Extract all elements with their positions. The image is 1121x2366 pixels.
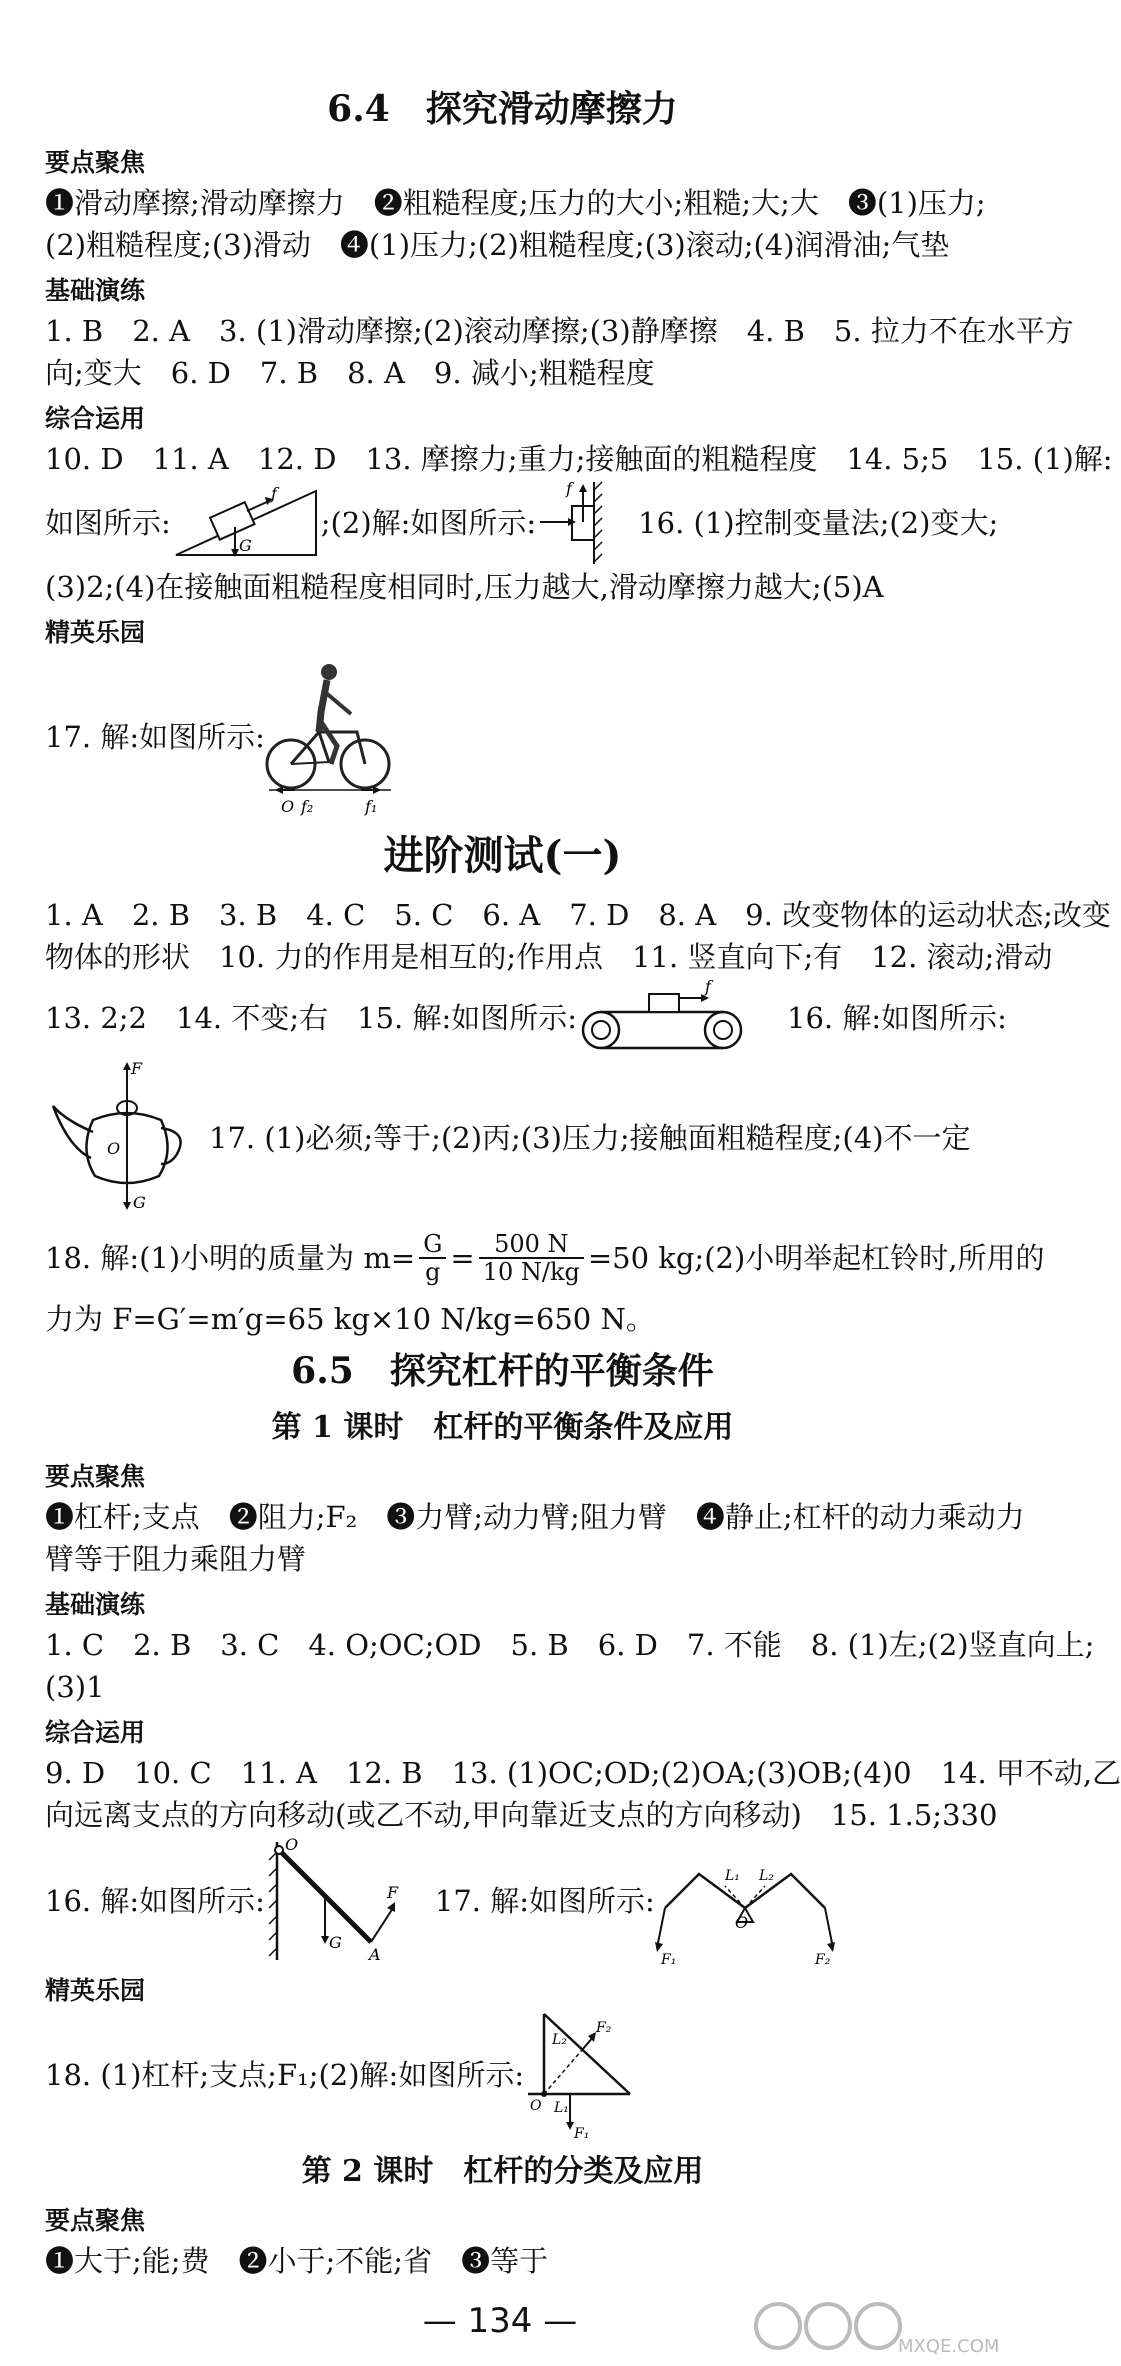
label-L2: L₂ xyxy=(552,2032,568,2048)
heading-key-points: 要点聚焦 xyxy=(45,1462,146,1491)
force-label-F1: F₁ xyxy=(574,2126,590,2142)
force-label-F: F xyxy=(131,1059,143,1078)
force-label-f: f xyxy=(566,479,573,498)
force-label-F: F xyxy=(386,1883,398,1902)
answer-line: 向;变大 6. D 7. B 8. A 9. 减小;粗糙程度 xyxy=(45,356,655,390)
answer-line-with-figures xyxy=(45,1836,960,1966)
heading-elite: 精英乐园 xyxy=(45,618,146,647)
answer-text: 18. 解:(1)小明的质量为 m= xyxy=(45,1241,416,1275)
conveyor-belt-figure xyxy=(577,978,747,1058)
answer-line-with-formula xyxy=(45,1218,1045,1298)
label-L2: L₂ xyxy=(758,1868,774,1884)
answer-line: 10. D 11. A 12. D 13. 摩擦力;重力;接触面的粗糙程度 14. 5;5 15. (1)解: xyxy=(45,442,1113,476)
answer-line-with-figures xyxy=(45,977,1007,1058)
teapot-figure xyxy=(45,1058,195,1218)
answer-text: 16. (1)控制变量法;(2)变大; xyxy=(638,506,999,540)
force-label-G: G xyxy=(328,1933,342,1952)
heading-elite: 精英乐园 xyxy=(45,1976,146,2005)
answer-line: (3)1 xyxy=(45,1670,105,1704)
answer-text: 17. 解:如图所示: xyxy=(434,1884,655,1918)
watermark-text: MXQE.COM xyxy=(898,2336,1000,2357)
answer-text: 16. 解:如图所示: xyxy=(45,1884,265,1918)
heading-comprehensive: 综合运用 xyxy=(45,404,146,433)
answer-line-with-figures xyxy=(45,479,999,566)
label-f1: f₁ xyxy=(364,797,378,816)
answer-page xyxy=(45,78,1121,2282)
answer-line: (3)2;(4)在接触面粗糙程度相同时,压力越大,滑动摩擦力越大;(5)A xyxy=(45,570,884,604)
answer-text: 17. 解:如图所示: xyxy=(45,720,265,754)
answer-line: 1. C 2. B 3. C 4. O;OC;OD 5. B 6. D 7. 不能 8. (1)左;(2)竖直向上; xyxy=(45,1628,1095,1662)
answer-text: 16. 解:如图所示: xyxy=(787,1001,1007,1035)
answer-line: 向远离支点的方向移动(或乙不动,甲向靠近支点的方向移动) 15. 1.5;330 xyxy=(45,1798,998,1832)
answer-line: 1. B 2. A 3. (1)滑动摩擦;(2)滚动摩擦;(3)静摩擦 4. B 5. 拉力不在水平方 xyxy=(45,314,1074,348)
answer-text: 17. (1)必须;等于;(2)丙;(3)压力;接触面粗糙程度;(4)不一定 xyxy=(209,1121,971,1155)
heading-key-points: 要点聚焦 xyxy=(45,2206,146,2235)
page-number: — 134 — xyxy=(422,2301,578,2341)
answer-line: 力为 F=G′=m′g=65 kg×10 N/kg=650 N。 xyxy=(45,1302,655,1336)
wall-lever-figure xyxy=(265,1836,405,1966)
label-O: O xyxy=(107,1139,121,1158)
watermark-logo xyxy=(748,2296,1000,2358)
answer-line: ❶滑动摩擦;滑动摩擦力 ❷粗糙程度;压力的大小;粗糙;大;大 ❸(1)压力; xyxy=(45,186,986,220)
lesson-2-title: 第 2 课时 杠杆的分类及应用 xyxy=(301,2154,704,2189)
fraction-mass: $\frac{G}{g}$ xyxy=(419,1231,446,1285)
heading-basic-practice: 基础演练 xyxy=(45,276,146,305)
label-O: O xyxy=(734,1913,748,1932)
force-label-F1: F₁ xyxy=(660,1952,677,1968)
answer-line: ❶杠杆;支点 ❷阻力;F₂ ❸力臂;动力臂;阻力臂 ❹静止;杠杆的动力乘动力 xyxy=(45,1500,1025,1534)
progress-test-title: 进阶测试(一) xyxy=(383,832,622,879)
answer-line: 臂等于阻力乘阻力臂 xyxy=(45,1542,307,1576)
answer-line: 1. A 2. B 3. B 4. C 5. C 6. A 7. D 8. A 9. 改变物体的运动状态;改变 xyxy=(45,898,1111,932)
answer-line-with-figure xyxy=(45,2010,960,2140)
answer-text: ;(2)解:如图所示: xyxy=(320,506,537,540)
label-L1: L₁ xyxy=(554,2100,570,2116)
answer-text: =50 kg;(2)小明举起杠铃时,所用的 xyxy=(587,1241,1045,1275)
answer-line-with-figure xyxy=(45,652,960,822)
section-6-5-title: 6.5 探究杠杆的平衡条件 xyxy=(291,1350,714,1392)
label-f2: f₂ xyxy=(300,797,314,816)
answer-line-with-figure xyxy=(45,1058,971,1218)
answer-line: ❶大于;能;费 ❷小于;不能;省 ❸等于 xyxy=(45,2244,549,2278)
answer-line: 9. D 10. C 11. A 12. B 13. (1)OC;OD;(2)OA;(3)OB;(4)0 14. 甲不动,乙 xyxy=(45,1756,1121,1790)
equals-sign: = xyxy=(450,1241,475,1275)
triangle-lever-figure xyxy=(524,2010,634,2140)
lesson-1-title: 第 1 课时 杠杆的平衡条件及应用 xyxy=(271,1410,734,1445)
heading-key-points: 要点聚焦 xyxy=(45,148,146,177)
bicycle-rider-figure xyxy=(265,652,395,822)
heading-basic-practice: 基础演练 xyxy=(45,1590,146,1619)
force-label-F2: F₂ xyxy=(814,1952,831,1968)
answer-text: 18. (1)杠杆;支点;F₁;(2)解:如图所示: xyxy=(45,2058,525,2092)
fraction-values: $\frac{500 N}{10 N/kg}$ xyxy=(479,1231,584,1285)
label-L1: L₁ xyxy=(724,1868,740,1884)
label-A: A xyxy=(368,1945,381,1964)
force-label-G: G xyxy=(238,536,252,555)
incline-block-figure xyxy=(171,483,321,563)
wall-block-figure xyxy=(536,480,626,566)
force-label-G: G xyxy=(133,1193,146,1212)
force-label-f: f xyxy=(270,484,277,503)
heading-comprehensive: 综合运用 xyxy=(45,1718,146,1747)
answer-line: 物体的形状 10. 力的作用是相互的;作用点 11. 竖直向下;有 12. 滚动;滑动 xyxy=(45,940,1053,974)
answer-text: 13. 2;2 14. 不变;右 15. 解:如图所示: xyxy=(45,1001,577,1035)
label-O: O xyxy=(530,2098,542,2114)
force-label-F2: F₂ xyxy=(596,2020,612,2036)
label-O: O xyxy=(284,1835,299,1854)
section-6-4-title: 6.4 探究滑动摩擦力 xyxy=(327,88,678,130)
answer-text: 如图所示: xyxy=(45,506,171,540)
answer-line: (2)粗糙程度;(3)滑动 ❹(1)压力;(2)粗糙程度;(3)滚动;(4)润滑油;气垫 xyxy=(45,228,950,262)
force-label-f: f xyxy=(705,977,711,996)
label-O: O xyxy=(280,797,295,816)
bent-lever-figure xyxy=(655,1836,835,1966)
